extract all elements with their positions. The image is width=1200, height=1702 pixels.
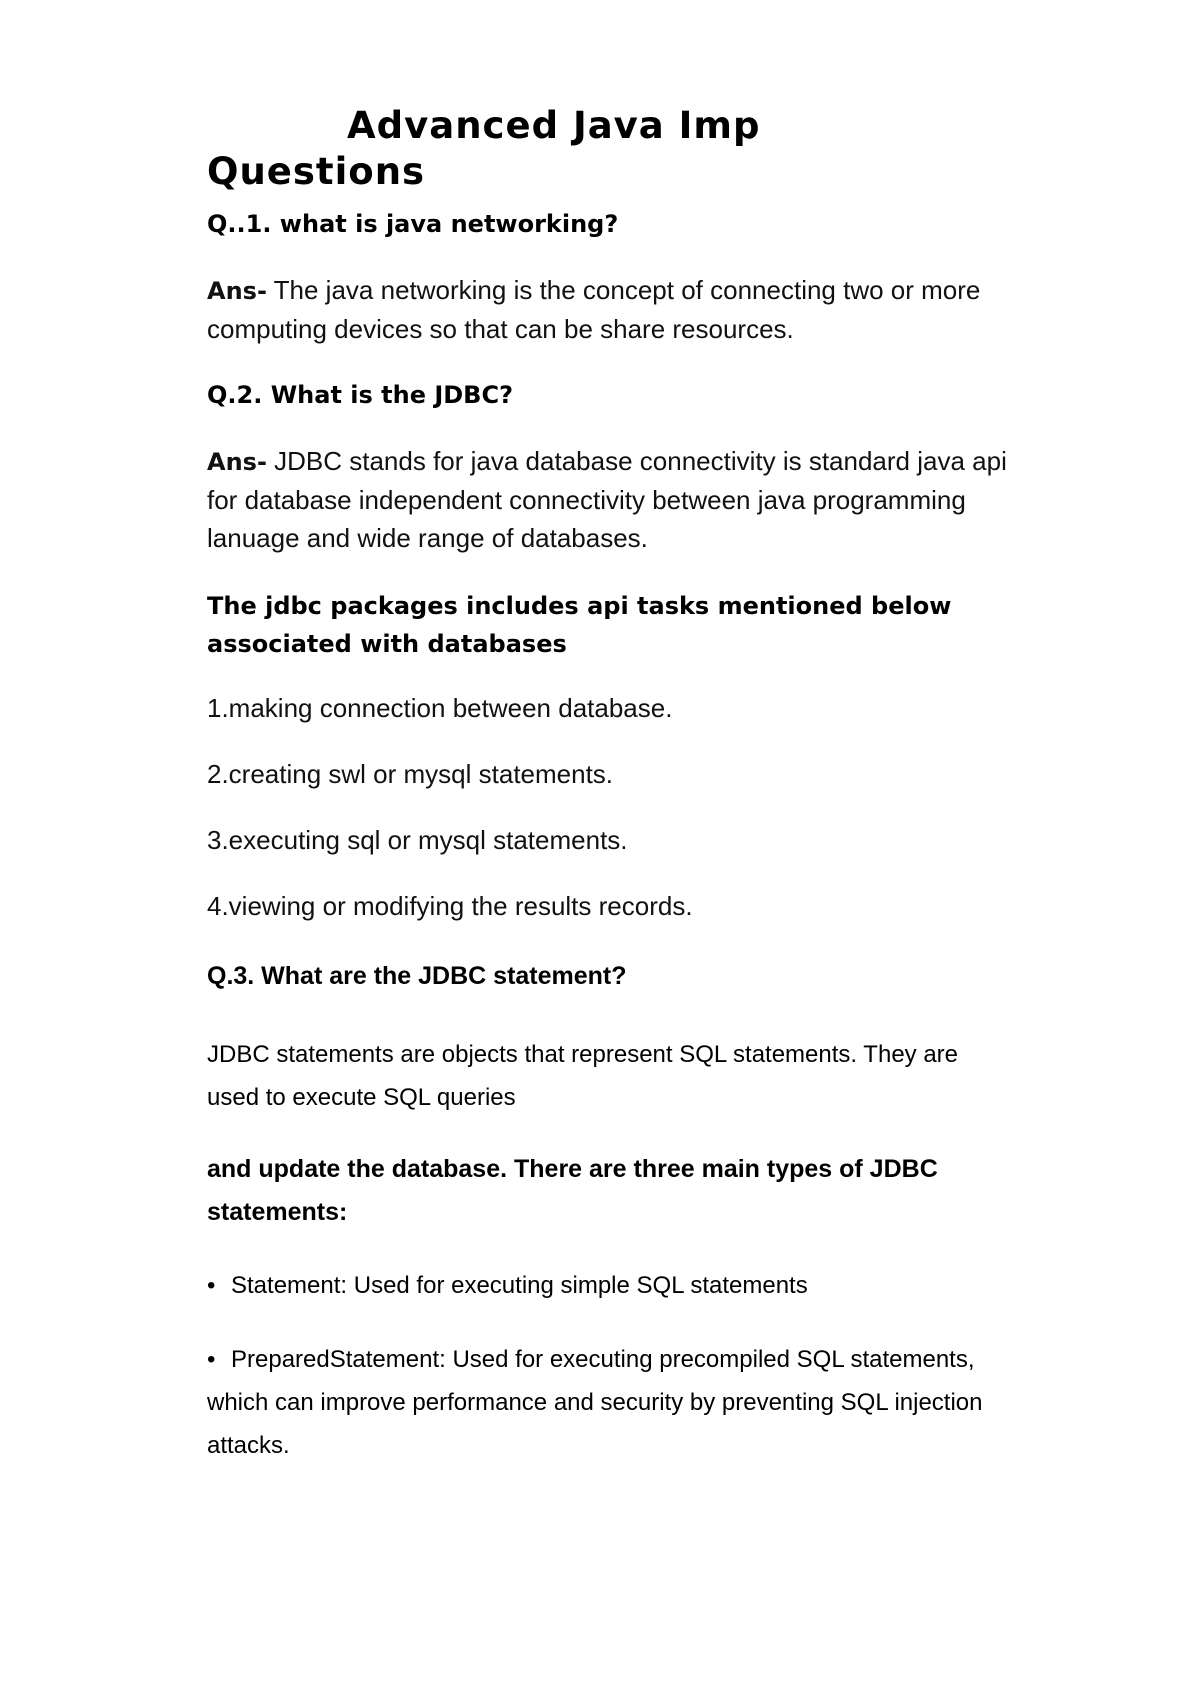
task-item-2: 2.creating swl or mysql statements. <box>207 759 614 789</box>
bullet-statement-term: Statement: <box>231 1272 348 1299</box>
answer-1-paragraph <box>207 271 1007 348</box>
answer-2-text: JDBC stands for java database connectivity is standard java api for database independent connectivity between java programming lanuage and wide range of databases. <box>207 446 1007 553</box>
bullet-dot-icon: • <box>207 1272 216 1299</box>
answer-2-label: Ans- <box>207 448 267 476</box>
title-line-2: Questions <box>207 150 426 193</box>
task-item-1: 1.making connection between database. <box>207 693 673 723</box>
jdbc-packages-heading: The jdbc packages includes api tasks mentioned below associated with databases <box>207 592 952 658</box>
bullet-statement <box>207 1264 1007 1307</box>
bullet-prepared-statement-text: Used for executing precompiled SQL statements, which can improve performance and security by preventing SQL injection attacks. <box>207 1346 983 1459</box>
document-title <box>207 103 1007 195</box>
question-3-heading: Q.3. What are the JDBC statement? <box>207 962 627 990</box>
answer-1-text: The java networking is the concept of connecting two or more computing devices so that can be share resources. <box>207 275 981 344</box>
answer-1-label: Ans- <box>207 277 267 305</box>
answer-2-paragraph <box>207 442 1007 557</box>
question-1-heading: Q..1. what is java networking? <box>207 210 619 238</box>
bullet-dot-icon: • <box>207 1346 216 1373</box>
jdbc-statements-intro: JDBC statements are objects that represent SQL statements. They are used to execute SQL queries <box>207 1041 959 1111</box>
task-item-4: 4.viewing or modifying the results records. <box>207 891 693 921</box>
bullet-statement-text: Used for executing simple SQL statements <box>347 1272 808 1299</box>
task-item-3: 3.executing sql or mysql statements. <box>207 825 628 855</box>
bullet-prepared-statement <box>207 1338 1007 1467</box>
jdbc-statement-types-paragraph: and update the database. There are three main types of JDBC statements: <box>207 1155 938 1226</box>
title-line-1: Advanced Java Imp <box>347 104 761 147</box>
bullet-prepared-statement-term: PreparedStatement: <box>231 1346 446 1373</box>
question-2-heading: Q.2. What is the JDBC? <box>207 381 514 409</box>
